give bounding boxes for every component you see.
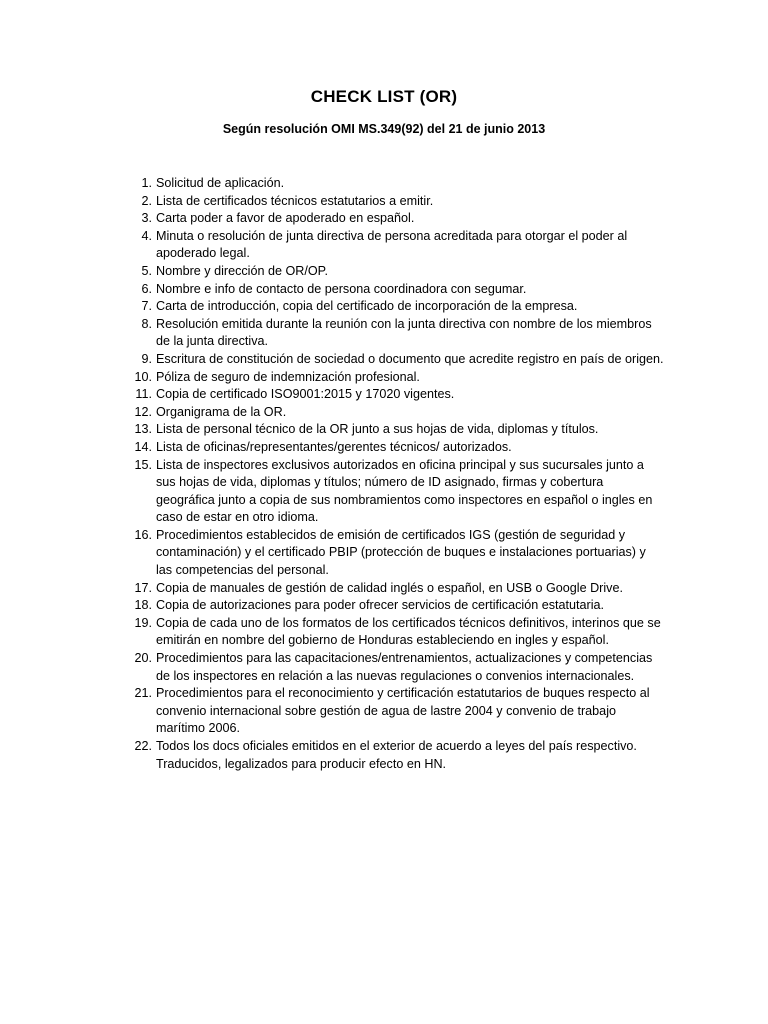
list-item bbox=[128, 685, 664, 738]
list-item bbox=[128, 421, 664, 439]
item-number: 3. bbox=[141, 211, 152, 226]
item-number: 7. bbox=[141, 299, 152, 314]
item-number: 5. bbox=[141, 263, 152, 278]
list-item bbox=[128, 527, 664, 580]
item-number: 15. bbox=[134, 457, 152, 472]
item-number: 19. bbox=[134, 615, 152, 630]
list-item bbox=[128, 650, 664, 685]
item-text: Todos los docs oficiales emitidos en el exterior de acuerdo a leyes del país respectivo. Traducidos, legalizados para producir efecto en HN. bbox=[156, 739, 637, 771]
document-subtitle: Según resolución OMI MS.349(92) del 21 de junio 2013 bbox=[222, 122, 546, 136]
item-number: 12. bbox=[134, 404, 152, 419]
item-text: Copia de autorizaciones para poder ofrecer servicios de certificación estatutaria. bbox=[156, 598, 605, 613]
item-number: 16. bbox=[134, 527, 152, 542]
item-number: 20. bbox=[134, 651, 152, 666]
item-text: Organigrama de la OR. bbox=[156, 404, 287, 419]
item-text: Nombre y dirección de OR/OP. bbox=[156, 263, 328, 278]
item-text: Nombre e info de contacto de persona coordinadora con segumar. bbox=[156, 281, 527, 296]
item-number: 1. bbox=[141, 176, 152, 190]
item-number: 21. bbox=[134, 686, 152, 701]
item-number: 4. bbox=[141, 228, 152, 243]
list-item bbox=[128, 386, 664, 404]
list-item bbox=[128, 615, 664, 650]
list-item bbox=[128, 175, 664, 193]
item-text: Copia de certificado ISO9001:2015 y 17020 vigentes. bbox=[156, 387, 455, 402]
list-item bbox=[128, 580, 664, 598]
checklist bbox=[128, 175, 664, 773]
item-number: 22. bbox=[134, 739, 152, 753]
item-number: 9. bbox=[141, 351, 152, 366]
item-text: Procedimientos establecidos de emisión de certificados IGS (gestión de seguridad y contaminación) y el certificado PBIP (protección de buques e instalaciones portuarias) y las competencias del personal. bbox=[156, 527, 646, 578]
item-number: 14. bbox=[134, 439, 152, 454]
list-item bbox=[128, 263, 664, 281]
list-item bbox=[128, 351, 664, 369]
list-item bbox=[128, 404, 664, 422]
item-text: Carta poder a favor de apoderado en español. bbox=[156, 211, 415, 226]
list-item bbox=[128, 298, 664, 316]
item-text: Resolución emitida durante la reunión con la junta directiva con nombre de los miembros de la junta directiva. bbox=[156, 316, 652, 349]
list-item bbox=[128, 439, 664, 457]
list-item bbox=[128, 738, 664, 773]
item-text: Lista de certificados técnicos estatutarios a emitir. bbox=[156, 193, 434, 208]
list-item bbox=[128, 193, 664, 211]
item-number: 8. bbox=[141, 316, 152, 331]
document-title: CHECK LIST (OR) bbox=[310, 87, 458, 106]
item-text: Póliza de seguro de indemnización profesional. bbox=[156, 369, 420, 384]
list-item bbox=[128, 281, 664, 299]
item-number: 2. bbox=[141, 193, 152, 208]
item-number: 6. bbox=[141, 281, 152, 296]
item-text: Copia de cada uno de los formatos de los certificados técnicos definitivos, interinos que se emitirán en nombre del gobierno de Honduras estableciendo en ingles y español. bbox=[156, 615, 661, 648]
item-number: 17. bbox=[134, 580, 152, 595]
list-item bbox=[128, 457, 664, 527]
item-number: 11. bbox=[135, 387, 152, 402]
item-text: Carta de introducción, copia del certificado de incorporación de la empresa. bbox=[156, 299, 578, 314]
list-item bbox=[128, 228, 664, 263]
item-number: 18. bbox=[134, 598, 152, 613]
list-item bbox=[128, 369, 664, 387]
list-item bbox=[128, 210, 664, 228]
item-text: Lista de personal técnico de la OR junto a sus hojas de vida, diplomas y títulos. bbox=[156, 422, 599, 437]
item-text: Minuta o resolución de junta directiva de persona acreditada para otorgar el poder al apoderado legal. bbox=[156, 228, 628, 261]
item-text: Lista de inspectores exclusivos autorizados en oficina principal y sus sucursales junto a sus hojas de vida, diplomas y títulos; número de ID asignado, firmas y cobertura geográfica junto a copia de sus nombramientos como inspectores en español o ingles en caso de estar en otro idioma. bbox=[156, 457, 653, 525]
item-text: Lista de oficinas/representantes/gerentes técnicos/ autorizados. bbox=[156, 439, 512, 454]
item-text: Copia de manuales de gestión de calidad inglés o español, en USB o Google Drive. bbox=[156, 580, 623, 595]
item-text: Escritura de constitución de sociedad o documento que acredite registro en país de origen. bbox=[156, 351, 664, 366]
item-text: Procedimientos para el reconocimiento y certificación estatutarios de buques respecto al convenio internacional sobre gestión de agua de lastre 2004 y convenio de trabajo marítimo 2006. bbox=[156, 686, 650, 736]
item-number: 13. bbox=[134, 422, 152, 437]
item-number: 10. bbox=[134, 369, 152, 384]
list-item bbox=[128, 597, 664, 615]
item-text: Solicitud de aplicación. bbox=[156, 176, 285, 190]
item-text: Procedimientos para las capacitaciones/entrenamientos, actualizaciones y competencias de los inspectores en relación a las nuevas regulaciones o convenios internacionales. bbox=[156, 651, 653, 683]
list-item bbox=[128, 316, 664, 351]
